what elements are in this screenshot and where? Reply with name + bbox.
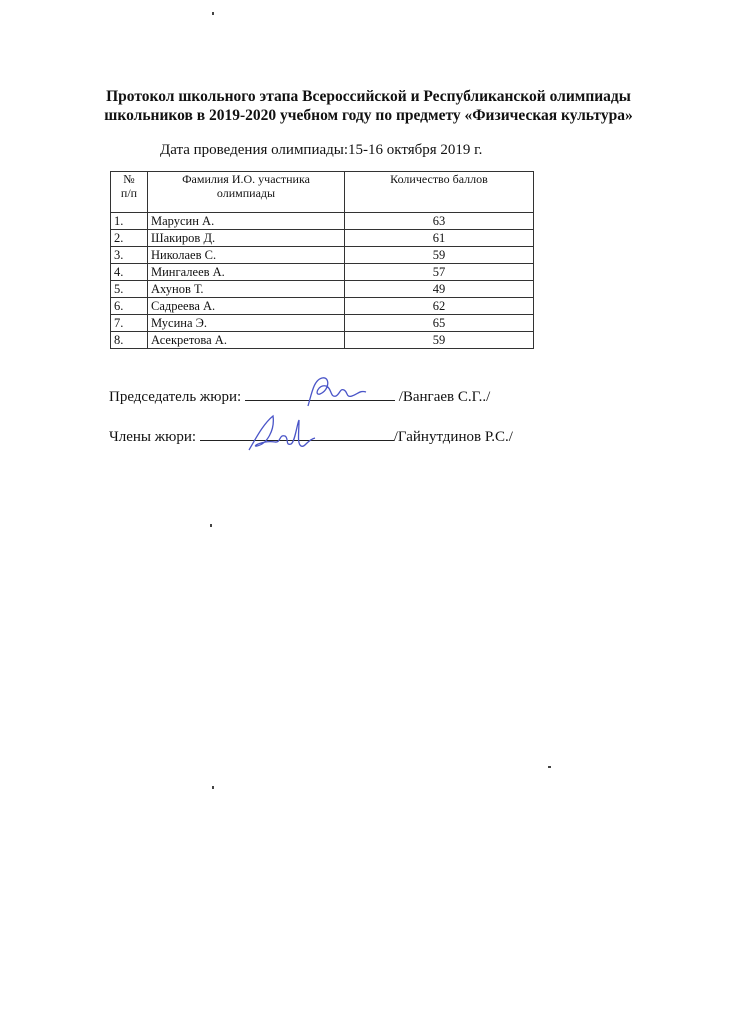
table-row — [111, 315, 534, 332]
row-name: Ахунов Т. — [148, 281, 345, 298]
row-name: Садреева А. — [148, 298, 345, 315]
row-name: Мусина Э. — [148, 315, 345, 332]
row-num: 2. — [111, 230, 148, 247]
table-row — [111, 264, 534, 281]
table-row — [111, 281, 534, 298]
header-name-line-2: олимпиады — [216, 186, 276, 200]
row-num: 4. — [111, 264, 148, 281]
header-num-line-1: № — [123, 172, 135, 186]
scan-speck — [212, 786, 214, 789]
header-score: Количество баллов — [345, 172, 534, 213]
row-num: 1. — [111, 213, 148, 230]
row-name: Мингалеев А. — [148, 264, 345, 281]
document-title — [30, 87, 707, 125]
row-score: 57 — [345, 264, 534, 281]
row-name: Шакиров Д. — [148, 230, 345, 247]
row-score: 59 — [345, 247, 534, 264]
row-num: 6. — [111, 298, 148, 315]
header-num-line-2: п/п — [120, 186, 138, 200]
members-name: /Гайнутдинов Р.С./ — [393, 429, 513, 445]
chairman-label: Председатель жюри: — [109, 389, 242, 405]
table-row — [111, 298, 534, 315]
row-name: Асекретова А. — [148, 332, 345, 349]
table-row — [111, 230, 534, 247]
title-line-2: школьников в 2019-2020 учебном году по предмету «Физическая культура» — [104, 107, 633, 124]
olympiad-date: Дата проведения олимпиады:15-16 октября 2019 г. — [160, 142, 483, 158]
row-num: 8. — [111, 332, 148, 349]
scan-speck — [212, 12, 214, 15]
row-num: 5. — [111, 281, 148, 298]
scan-speck — [210, 524, 212, 527]
chairman-name: /Вангаев С.Г../ — [398, 389, 491, 405]
table-row — [111, 213, 534, 230]
row-score: 61 — [345, 230, 534, 247]
header-name-line-1: Фамилия И.О. участника — [182, 172, 310, 186]
row-score: 65 — [345, 315, 534, 332]
row-score: 49 — [345, 281, 534, 298]
table-row — [111, 247, 534, 264]
row-num: 7. — [111, 315, 148, 332]
title-line-1: Протокол школьного этапа Всероссийской и Республиканской олимпиады — [106, 88, 631, 105]
results-table — [110, 171, 534, 349]
scan-speck — [548, 766, 551, 768]
header-num — [111, 172, 148, 213]
table-header-row — [111, 172, 534, 213]
row-score: 59 — [345, 332, 534, 349]
row-score: 62 — [345, 298, 534, 315]
row-num: 3. — [111, 247, 148, 264]
row-name: Марусин А. — [148, 213, 345, 230]
members-label: Члены жюри: — [109, 429, 197, 445]
member-signature-icon — [245, 410, 325, 456]
header-name — [148, 172, 345, 213]
chairman-signature-icon — [300, 372, 370, 412]
table-row — [111, 332, 534, 349]
row-name: Николаев С. — [148, 247, 345, 264]
row-score: 63 — [345, 213, 534, 230]
